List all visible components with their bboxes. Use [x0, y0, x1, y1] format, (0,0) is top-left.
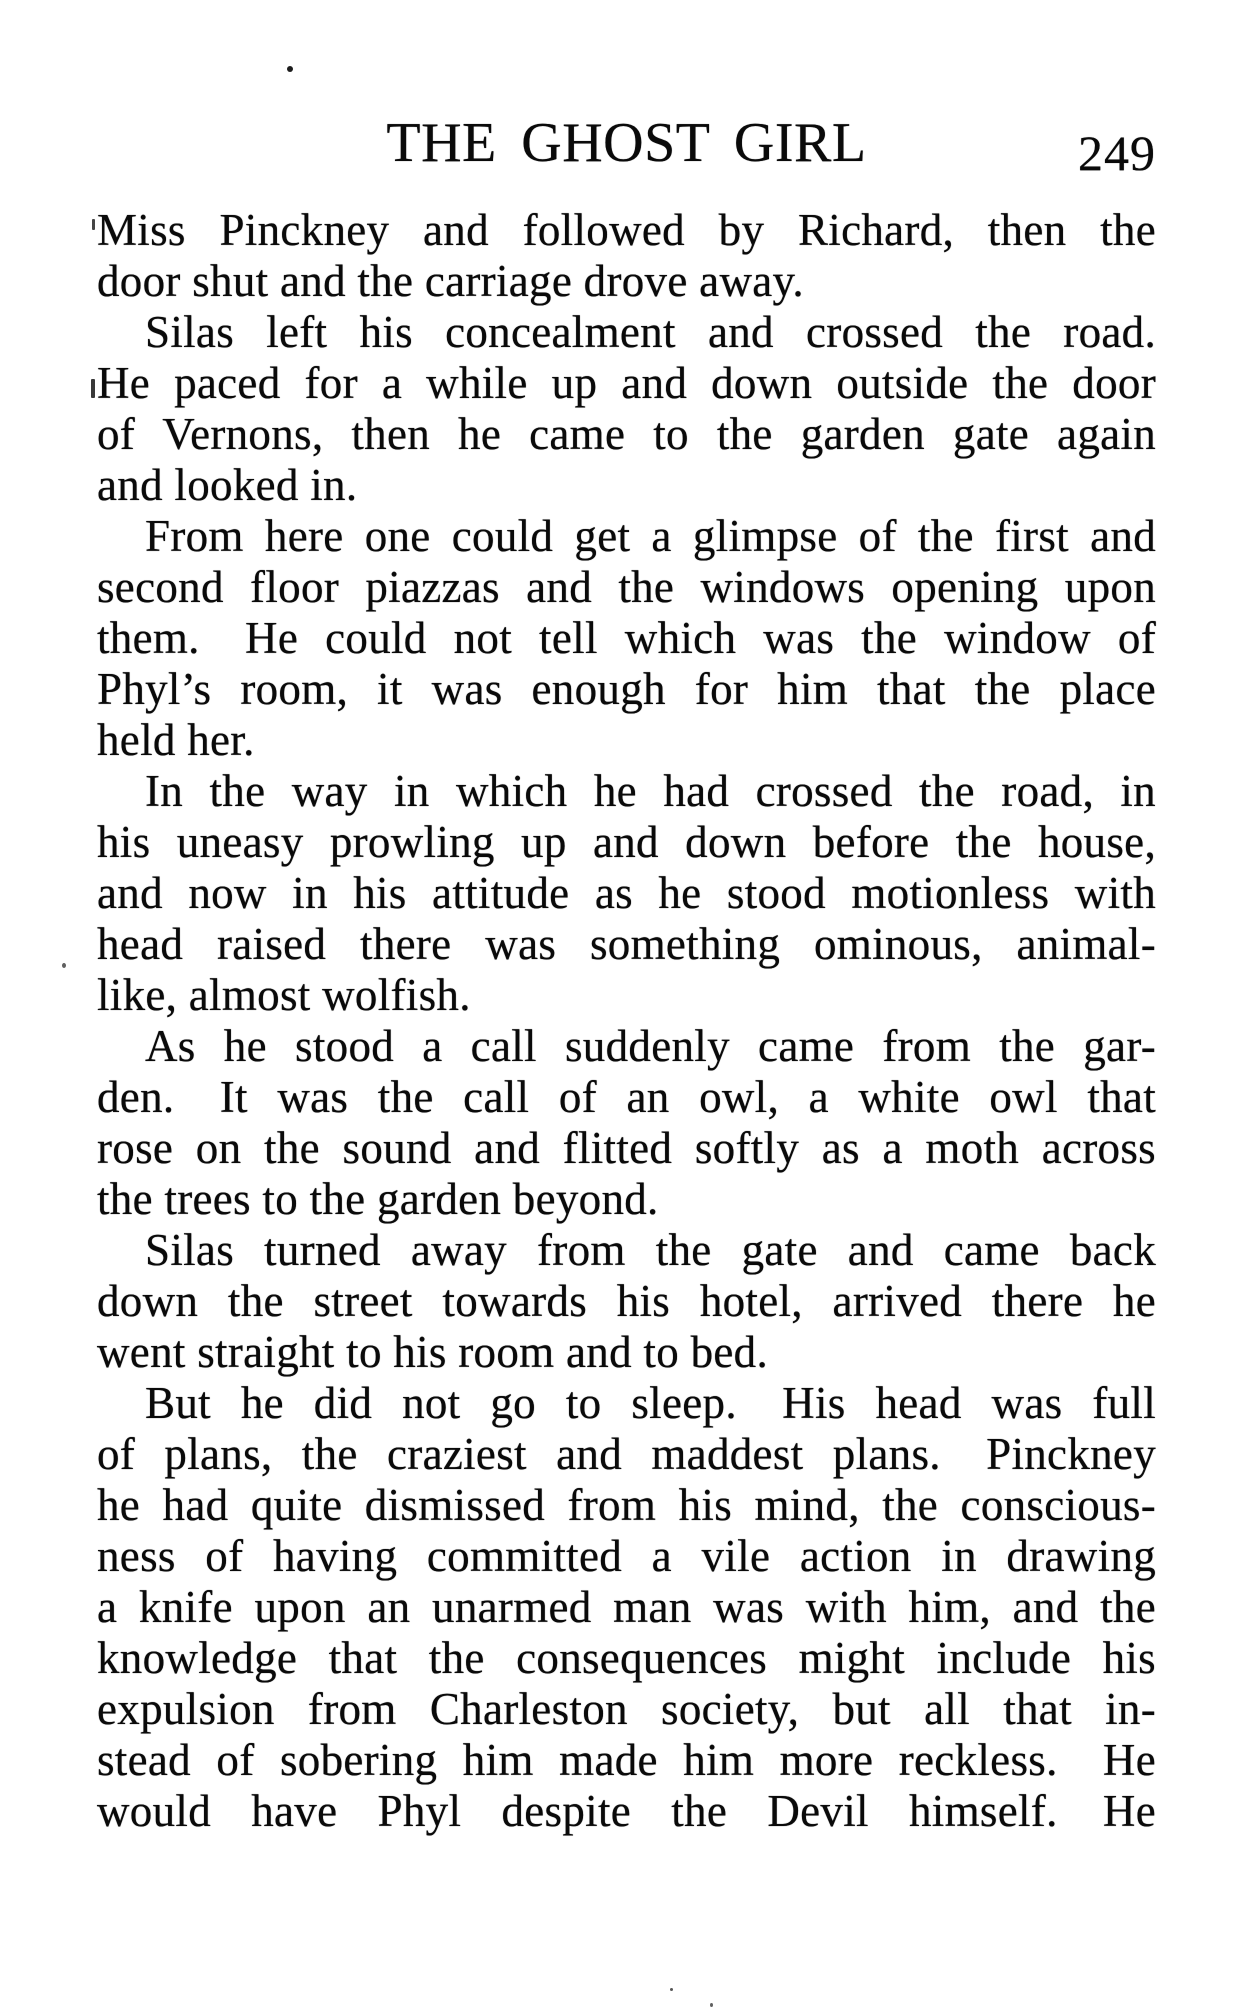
text-line: He paced for a while up and down outside the door	[97, 358, 1156, 408]
text-line: But he did not go to sleep. His head was full	[145, 1378, 1156, 1428]
text-line: stead of sobering him made him more reckless. He	[97, 1735, 1156, 1785]
text-line: In the way in which he had crossed the road, in	[145, 766, 1156, 816]
text-line: his uneasy prowling up and down before the house,	[97, 817, 1156, 867]
scan-speck	[91, 379, 95, 398]
page-body	[97, 205, 1156, 1837]
text-line: of plans, the craziest and maddest plans. Pinckney	[97, 1429, 1156, 1479]
page-header	[97, 0, 1156, 200]
text-line: second floor piazzas and the windows opening upon	[97, 562, 1156, 612]
text-line: Silas left his concealment and crossed the road.	[145, 307, 1156, 357]
text-line: expulsion from Charleston society, but all that in-	[97, 1684, 1156, 1734]
text-line: held her.	[97, 715, 255, 765]
text-line: ness of having committed a vile action in drawing	[97, 1531, 1156, 1581]
text-line: Miss Pinckney and followed by Richard, then the	[97, 205, 1156, 255]
scan-speck	[670, 1988, 673, 1991]
text-line: rose on the sound and flitted softly as a moth across	[97, 1123, 1156, 1173]
text-line: like, almost wolfish.	[97, 970, 471, 1020]
text-line: them. He could not tell which was the window of	[97, 613, 1156, 663]
scan-speck	[92, 219, 95, 230]
scan-speck	[710, 2003, 713, 2007]
scan-speck	[287, 66, 293, 72]
text-line: As he stood a call suddenly came from the gar-	[145, 1021, 1156, 1071]
text-line: knowledge that the consequences might include his	[97, 1633, 1156, 1683]
text-line: Silas turned away from the gate and came back	[145, 1225, 1156, 1275]
text-line: went straight to his room and to bed.	[97, 1327, 769, 1377]
page-number: 249	[1078, 125, 1156, 181]
scan-speck	[62, 963, 66, 968]
text-line: the trees to the garden beyond.	[97, 1174, 659, 1224]
text-line: would have Phyl despite the Devil himself. He	[97, 1786, 1156, 1836]
text-line: of Vernons, then he came to the garden gate again	[97, 409, 1156, 459]
text-line: door shut and the carriage drove away.	[97, 256, 804, 306]
text-line: Phyl’s room, it was enough for him that the place	[97, 664, 1156, 714]
text-line: a knife upon an unarmed man was with him, and the	[97, 1582, 1156, 1632]
text-line: and looked in.	[97, 460, 358, 510]
text-line: From here one could get a glimpse of the first and	[145, 511, 1156, 561]
text-line: head raised there was something ominous, animal-	[97, 919, 1156, 969]
running-title: THE GHOST GIRL	[386, 112, 867, 174]
text-line: down the street towards his hotel, arrived there he	[97, 1276, 1156, 1326]
text-line: and now in his attitude as he stood motionless with	[97, 868, 1156, 918]
text-line: den. It was the call of an owl, a white owl that	[97, 1072, 1156, 1122]
text-line: he had quite dismissed from his mind, the conscious-	[97, 1480, 1156, 1530]
